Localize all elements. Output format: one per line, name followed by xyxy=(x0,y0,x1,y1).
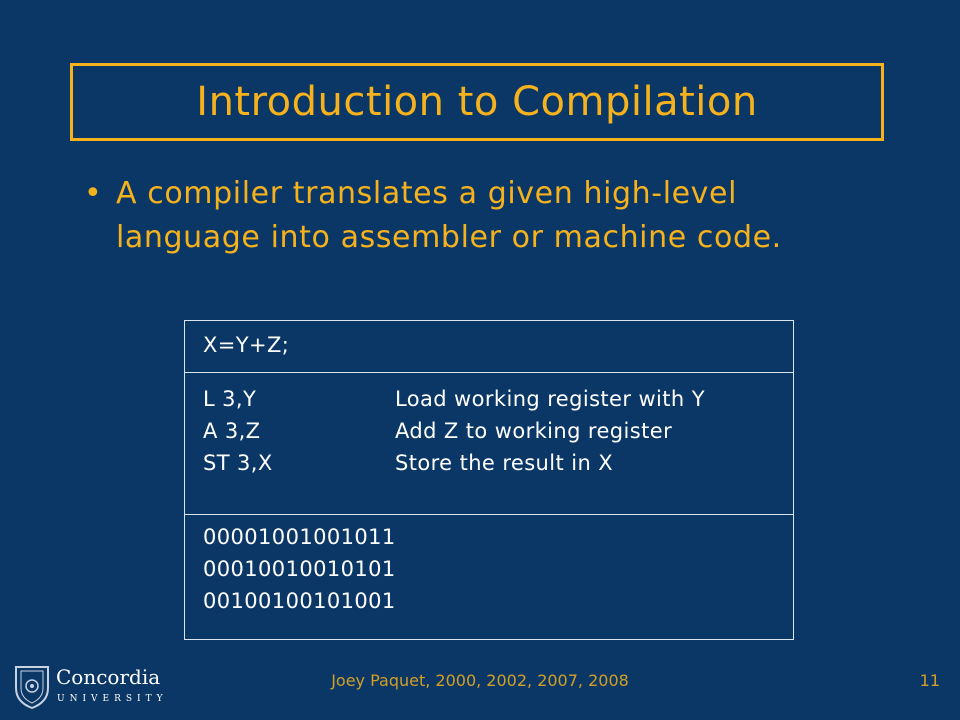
assembly-row xyxy=(203,387,783,419)
assembly-section xyxy=(185,373,793,515)
assembly-comment: Store the result in X xyxy=(395,451,614,475)
machine-code-line: 00100100101001 xyxy=(203,589,396,613)
assembly-comment: Add Z to working register xyxy=(395,419,673,443)
code-example-box xyxy=(184,320,794,640)
logo-wordmark: Concordia xyxy=(56,665,161,689)
assembly-comment: Load working register with Y xyxy=(395,387,705,411)
footer-credit: Joey Paquet, 2000, 2002, 2007, 2008 xyxy=(331,671,629,690)
slide-footer xyxy=(0,660,960,720)
source-line: X=Y+Z; xyxy=(203,333,290,357)
title-box xyxy=(70,63,884,141)
source-code-section xyxy=(185,321,793,373)
machine-code-section xyxy=(185,515,793,639)
assembly-row xyxy=(203,451,783,483)
assembly-instruction: ST 3,X xyxy=(203,451,273,475)
assembly-instruction: L 3,Y xyxy=(203,387,257,411)
bullet-dot-icon: • xyxy=(84,176,103,211)
logo-subtitle: UNIVERSITY xyxy=(57,694,168,704)
assembly-instruction: A 3,Z xyxy=(203,419,261,443)
slide-title: Introduction to Compilation xyxy=(196,79,758,125)
bullet-text: A compiler translates a given high-level language into assembler or machine code. xyxy=(116,176,782,255)
machine-code-line: 00001001001011 xyxy=(203,525,396,549)
page-number: 11 xyxy=(919,671,940,690)
bullet-point xyxy=(84,172,884,260)
machine-code-line: 00010010010101 xyxy=(203,557,396,581)
assembly-row xyxy=(203,419,783,451)
